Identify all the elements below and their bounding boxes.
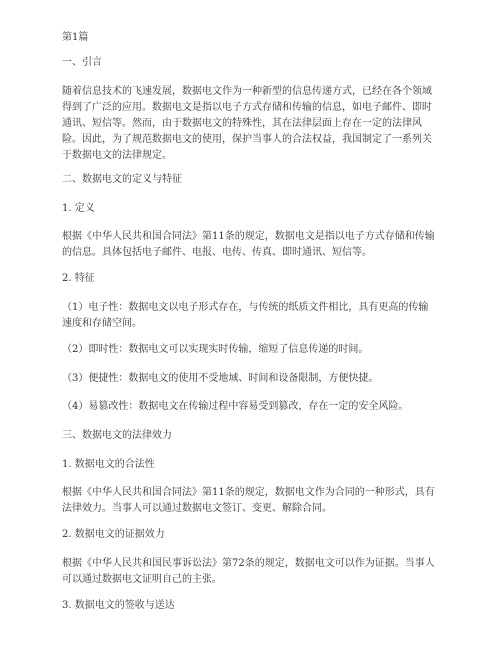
section-heading-intro: 一、引言 xyxy=(62,57,102,68)
feature-item-tamper: （4）易篡改性：数据电文在传输过程中容易受到篡改，存在一定的安全风险。 xyxy=(62,401,409,412)
paragraph-definition: 根据《中华人民共和国合同法》第11条的规定，数据电文是指以电子方式存储和传输的信息。具体包括电子邮件、电报、电传、传真、即时通讯、短信等。 xyxy=(62,231,435,258)
paragraph-legality: 根据《中华人民共和国合同法》第11条的规定，数据电文作为合同的一种形式，具有法律效力。当事人可以通过数据电文签订、变更、解除合同。 xyxy=(62,487,435,514)
subheading-definition: 1. 定义 xyxy=(62,203,95,214)
page-heading: 第1篇 xyxy=(62,32,89,43)
section-heading-definition: 二、数据电文的定义与特征 xyxy=(62,174,182,185)
feature-item-instant: （2）即时性：数据电文可以实现实时传输，缩短了信息传递的时间。 xyxy=(62,344,369,355)
subheading-evidence: 2. 数据电文的证据效力 xyxy=(62,529,165,540)
feature-item-convenient: （3）便捷性：数据电文的使用不受地域、时间和设备限制，方便快捷。 xyxy=(62,373,379,384)
paragraph-intro: 随着信息技术的飞速发展，数据电文作为一种新型的信息传递方式，已经在各个领域得到了广泛的应用。数据电文是指以电子方式存储和传输的信息，如电子邮件、即时通讯、短信等。然而，由于数据电文的特殊性，其在法律层面上存在一定的法律风险。因此，为了规范数据电文的使用，保护当事人的合法权益，我国制定了一系列关于数据电文的法律规定。 xyxy=(62,86,432,161)
subheading-receipt: 3. 数据电文的签收与送达 xyxy=(62,600,175,611)
section-heading-legal-effect: 三、数据电文的法律效力 xyxy=(62,430,172,441)
subheading-features: 2. 特征 xyxy=(62,273,95,284)
feature-item-electronic: （1）电子性：数据电文以电子形式存在，与传统的纸质文件相比，具有更高的传输速度和存储空间。 xyxy=(62,302,429,329)
subheading-legality: 1. 数据电文的合法性 xyxy=(62,459,155,470)
paragraph-evidence: 根据《中华人民共和国民事诉讼法》第72条的规定，数据电文可以作为证据。当事人可以通过数据电文证明自己的主张。 xyxy=(62,558,435,585)
